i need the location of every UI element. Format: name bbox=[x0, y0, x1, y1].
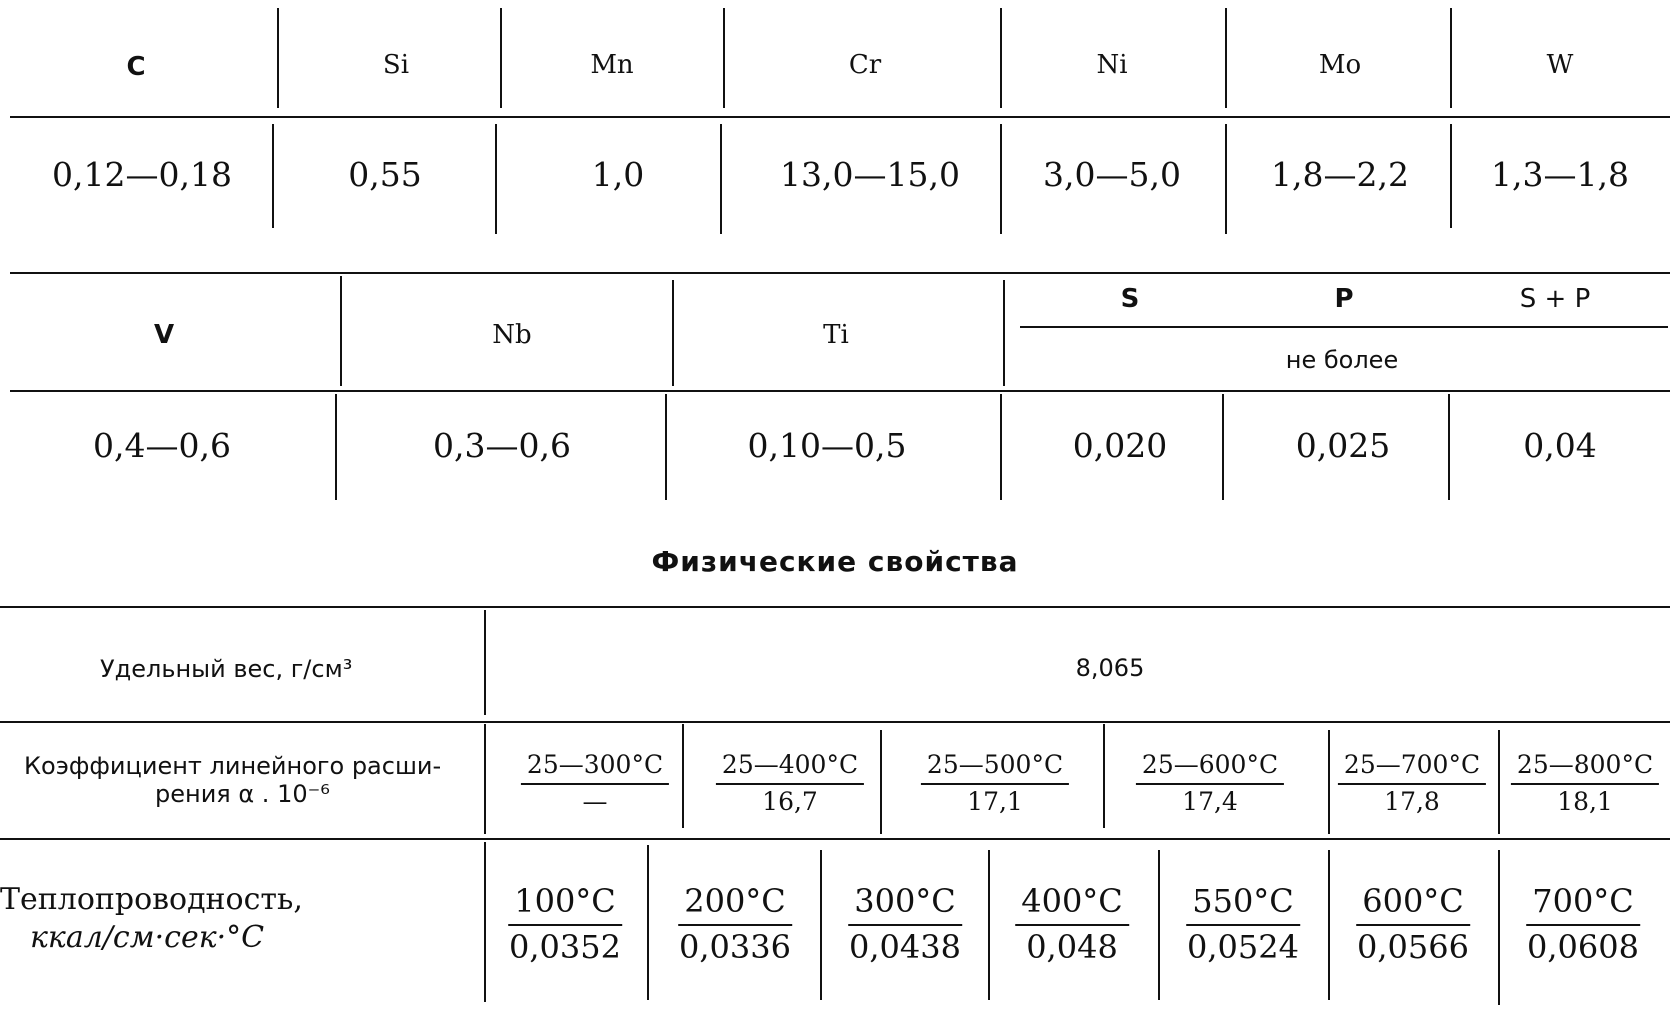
value-ti: 0,10—0,5 bbox=[747, 426, 907, 465]
header-mn: Mn bbox=[590, 50, 634, 80]
expansion-label-line2: рения α . 10⁻⁶ bbox=[155, 780, 330, 808]
table2-divider bbox=[335, 394, 337, 500]
conductivity-item bbox=[1015, 882, 1129, 966]
table3-divider bbox=[484, 842, 486, 1002]
expansion-value: — bbox=[582, 787, 608, 816]
table2-top-rule bbox=[10, 272, 1670, 274]
value-ni: 3,0—5,0 bbox=[1043, 155, 1181, 194]
conductivity-value: 0,048 bbox=[1026, 928, 1118, 966]
table3-divider bbox=[820, 850, 822, 1000]
not-more-label: не более bbox=[1285, 346, 1399, 374]
conductivity-temp: 300°C bbox=[848, 882, 962, 926]
table1-divider bbox=[1450, 124, 1452, 228]
conductivity-label-line1: Теплопроводность, bbox=[0, 882, 303, 917]
header-s-plus-p: S + P bbox=[1519, 284, 1591, 314]
expansion-value: 18,1 bbox=[1557, 787, 1613, 816]
table3-top-rule bbox=[0, 606, 1670, 608]
table3-divider bbox=[1498, 730, 1500, 834]
value-v: 0,4—0,6 bbox=[93, 426, 231, 465]
expansion-range: 25—600°C bbox=[1136, 750, 1284, 785]
conductivity-temp: 400°C bbox=[1015, 882, 1129, 926]
table1-divider bbox=[272, 124, 274, 228]
table3-divider bbox=[1328, 850, 1330, 1000]
value-mn: 1,0 bbox=[591, 155, 645, 194]
conductivity-item bbox=[1526, 882, 1640, 966]
expansion-value: 16,7 bbox=[762, 787, 818, 816]
expansion-item bbox=[521, 750, 669, 816]
expansion-value: 17,8 bbox=[1384, 787, 1440, 816]
table2-divider bbox=[1000, 394, 1002, 500]
value-s: 0,020 bbox=[1072, 426, 1168, 465]
conductivity-item bbox=[678, 882, 792, 966]
header-w: W bbox=[1546, 50, 1574, 80]
expansion-range: 25—400°C bbox=[716, 750, 864, 785]
table1-divider bbox=[720, 124, 722, 234]
header-c: C bbox=[126, 52, 146, 82]
header-mo: Mo bbox=[1318, 50, 1362, 80]
table1-divider bbox=[277, 8, 279, 108]
table2-sub-rule bbox=[1020, 326, 1668, 328]
table2-divider bbox=[672, 280, 674, 386]
expansion-range: 25—800°C bbox=[1511, 750, 1659, 785]
expansion-value: 17,4 bbox=[1182, 787, 1238, 816]
conductivity-value: 0,0336 bbox=[679, 928, 791, 966]
table3-divider bbox=[880, 730, 882, 834]
expansion-item bbox=[921, 750, 1069, 816]
conductivity-temp: 600°C bbox=[1356, 882, 1470, 926]
conductivity-item bbox=[1186, 882, 1300, 966]
table1-divider bbox=[500, 8, 502, 108]
conductivity-temp: 100°C bbox=[508, 882, 622, 926]
conductivity-value: 0,0608 bbox=[1527, 928, 1639, 966]
value-cr: 13,0—15,0 bbox=[780, 155, 960, 194]
header-ti: Ti bbox=[823, 320, 849, 350]
table3-divider bbox=[1103, 724, 1105, 828]
density-value: 8,065 bbox=[1075, 654, 1145, 682]
expansion-item bbox=[1338, 750, 1486, 816]
table1-divider bbox=[1000, 8, 1002, 108]
table2-divider bbox=[1222, 394, 1224, 500]
table1-divider bbox=[723, 8, 725, 108]
conductivity-item bbox=[848, 882, 962, 966]
table3-divider bbox=[484, 610, 486, 715]
conductivity-value: 0,0438 bbox=[849, 928, 961, 966]
table1-divider bbox=[1450, 8, 1452, 108]
table3-divider bbox=[1498, 850, 1500, 1005]
density-label: Удельный вес, г/см³ bbox=[100, 655, 353, 683]
expansion-item bbox=[1136, 750, 1284, 816]
value-s-plus-p: 0,04 bbox=[1523, 426, 1597, 465]
table3-rule bbox=[0, 721, 1670, 723]
conductivity-temp: 700°C bbox=[1526, 882, 1640, 926]
header-p: P bbox=[1334, 284, 1354, 314]
conductivity-label-line2: ккал/см·сек·°C bbox=[30, 920, 265, 955]
table3-divider bbox=[1158, 850, 1160, 1000]
table3-divider bbox=[988, 850, 990, 1000]
table1-divider bbox=[495, 124, 497, 234]
expansion-item bbox=[1511, 750, 1659, 816]
physical-title: Физические свойства bbox=[651, 545, 1019, 578]
table3-rule bbox=[0, 838, 1670, 840]
table1-divider bbox=[1225, 8, 1227, 108]
header-s: S bbox=[1120, 284, 1140, 314]
table3-divider bbox=[484, 724, 486, 834]
expansion-label-line1: Коэффициент линейного расши- bbox=[24, 752, 442, 780]
table1-divider bbox=[1225, 124, 1227, 234]
conductivity-item bbox=[508, 882, 622, 966]
value-si: 0,55 bbox=[348, 155, 422, 194]
expansion-range: 25—300°C bbox=[521, 750, 669, 785]
table3-divider bbox=[647, 845, 649, 1000]
header-si: Si bbox=[382, 50, 410, 80]
conductivity-value: 0,0352 bbox=[509, 928, 621, 966]
table3-divider bbox=[1328, 730, 1330, 834]
conductivity-item bbox=[1356, 882, 1470, 966]
conductivity-temp: 550°C bbox=[1186, 882, 1300, 926]
header-v: V bbox=[153, 320, 175, 350]
table2-divider bbox=[665, 394, 667, 500]
value-p: 0,025 bbox=[1295, 426, 1391, 465]
table1-divider bbox=[1000, 124, 1002, 234]
table3-divider bbox=[682, 724, 684, 828]
conductivity-value: 0,0524 bbox=[1187, 928, 1299, 966]
header-nb: Nb bbox=[492, 320, 532, 350]
conductivity-temp: 200°C bbox=[678, 882, 792, 926]
table2-divider bbox=[1448, 394, 1450, 500]
table2-divider bbox=[340, 276, 342, 386]
header-ni: Ni bbox=[1096, 50, 1128, 80]
table1-rule bbox=[10, 116, 1670, 118]
expansion-range: 25—700°C bbox=[1338, 750, 1486, 785]
expansion-value: 17,1 bbox=[967, 787, 1023, 816]
conductivity-value: 0,0566 bbox=[1357, 928, 1469, 966]
value-nb: 0,3—0,6 bbox=[433, 426, 571, 465]
expansion-range: 25—500°C bbox=[921, 750, 1069, 785]
expansion-item bbox=[716, 750, 864, 816]
value-c: 0,12—0,18 bbox=[52, 155, 232, 194]
value-mo: 1,8—2,2 bbox=[1271, 155, 1409, 194]
table2-mid-rule bbox=[10, 390, 1670, 392]
value-w: 1,3—1,8 bbox=[1491, 155, 1629, 194]
header-cr: Cr bbox=[848, 50, 882, 80]
table2-divider bbox=[1003, 280, 1005, 386]
